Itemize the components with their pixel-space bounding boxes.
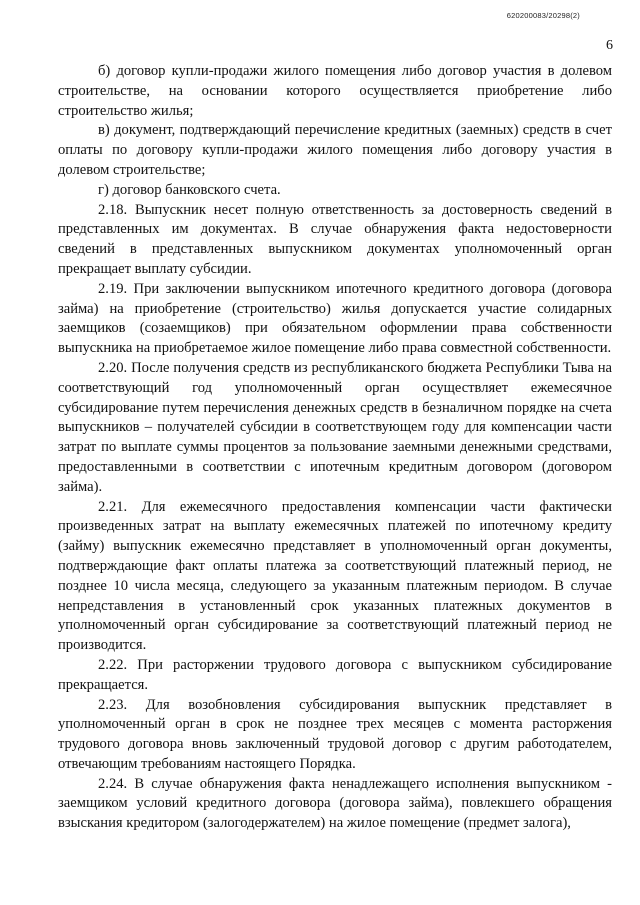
paragraph-v: в) документ, подтверждающий перечисление кредитных (заемных) средств в счет оплаты по договору купли-продажи жилого помещения либо договору участия в долевом строительстве; xyxy=(58,122,612,178)
paragraph-2-18: 2.18. Выпускник несет полную ответственность за достоверность сведений в представленных им документах. В случае обнаружения факта недостоверности сведений в представленных выпускником документах уполномоченный орган прекращает выплату субсидии. xyxy=(58,201,612,277)
paragraph-b: б) договор купли-продажи жилого помещения либо договор участия в долевом строительстве, на основании которого осуществляется приобретение либо строительство жилья; xyxy=(58,63,612,119)
paragraph-2-19: 2.19. При заключении выпускником ипотечного кредитного договора (договора займа) на приобретение (строительство) жилья допускается участие солидарных заемщиков (созаемщиков) при обязательном оформлении права собственности выпускника на приобретаемое жилое помещение либо права совместной собственности. xyxy=(58,280,612,357)
paragraph-2-24: 2.24. В случае обнаружения факта ненадлежащего исполнения выпускником - заемщиком условий кредитного договора (договора займа), повлекшего обращения взыскания кредитором (залогодержателем) на жилое помещение (предмет залога), xyxy=(58,775,612,832)
paragraph-g: г) договор банковского счета. xyxy=(98,181,281,198)
document-number: 620200083/20298(2) xyxy=(506,11,580,20)
paragraph-2-20: 2.20. После получения средств из республиканского бюджета Республики Тыва на соответствующий год уполномоченный орган осуществляет ежемесячное субсидирование путем перечисления денежных средств в безналичном порядке на счета выпускников – получателей субсидии в соответствующем году для компенсации части затрат по выплате суммы процентов за пользование заемными денежными средствами, предоставленными в соответствии с ипотечным кредитным договором (договором займа). xyxy=(58,359,612,495)
page-number: 6 xyxy=(606,38,613,53)
paragraph-2-22: 2.22. При расторжении трудового договора с выпускником субсидирование прекращается. xyxy=(58,656,612,693)
document-body xyxy=(58,62,612,834)
paragraph-2-23: 2.23. Для возобновления субсидирования выпускник представляет в уполномоченный орган в срок не позднее трех месяцев с момента расторжения трудового договора вновь заключенный трудовой договор с другим работодателем, отвечающим требованиям настоящего Порядка. xyxy=(58,696,612,772)
paragraph-2-21: 2.21. Для ежемесячного предоставления компенсации части фактически произведенных затрат на выплату ежемесячных платежей по ипотечному кредиту (займу) выпускник ежемесячно представляет в уполномоченный орган документы, подтверждающие факт оплаты платежа за соответствующий платежный период, не позднее 10 числа месяца, следующего за указанным платежным периодом. В случае непредставления в установленный срок указанных платежных документов в уполномоченный орган субсидирование за соответствующий платежный период не производится. xyxy=(58,498,612,654)
